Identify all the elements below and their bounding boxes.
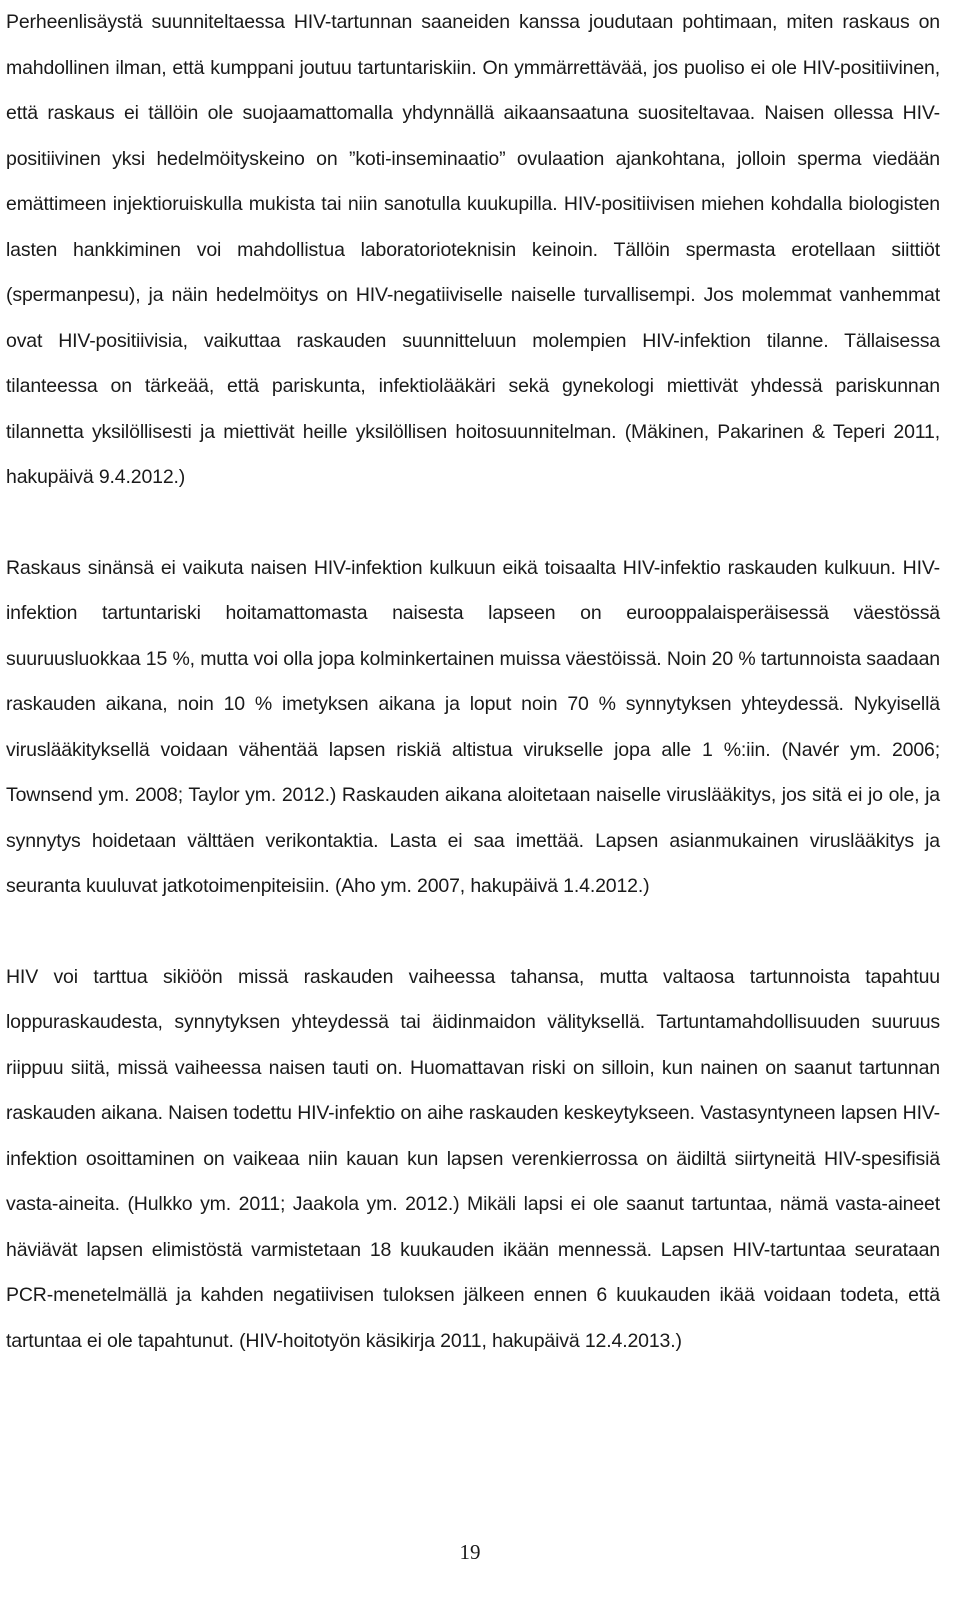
paragraph-gap (6, 501, 940, 546)
page-number: 19 (459, 1540, 481, 1564)
paragraph-family-planning: Perheenlisäystä suunniteltaessa HIV-tartunnan saaneiden kanssa joudutaan pohtimaan, miten raskaus on mahdollinen ilman, että kumppani joutuu tartuntariskiin. On ymmärrettävää, jos puoliso ei ole HIV-positiivinen, että raskaus ei tällöin ole suojaamattomalla yhdynnällä aikaansaatuna suositeltavaa. Naisen ollessa HIV-positiivinen yksi hedelmöityskeino on ”koti-inseminaatio” ovulaation ajankohtana, jolloin sperma viedään emättimeen injektioruiskulla mukista tai niin sanotulla kuukupilla. HIV-positiivisen miehen kohdalla biologisten lasten hankkiminen voi mahdollistua laboratorioteknisin keinoin. Tällöin spermasta erotellaan siittiöt (spermanpesu), ja näin hedelmöitys on HIV-negatiiviselle naiselle turvallisempi. Jos molemmat vanhemmat ovat HIV-positiivisia, vaikuttaa raskauden suunnitteluun molempien HIV-infektion tilanne. Tällaisessa tilanteessa on tärkeää, että pariskunta, infektiolääkäri sekä gynekologi miettivät yhdessä pariskunnan tilannetta yksilöllisesti ja miettivät heille yksilöllisen hoitosuunnitelman. (Mäkinen, Pakarinen & Teperi 2011, hakupäivä 9.4.2012.) (6, 11, 940, 488)
paragraph-gap (6, 910, 940, 955)
paragraph-fetal-infection: HIV voi tarttua sikiöön missä raskauden vaiheessa tahansa, mutta valtaosa tartunnoista tapahtuu loppuraskaudesta, synnytyksen yhteydessä tai äidinmaidon välityksellä. Tartuntamahdollisuuden suuruus riippuu siitä, missä vaiheessa naisen tauti on. Huomattavan riski on silloin, kun nainen on saanut tartunnan raskauden aikana. Naisen todettu HIV-infektio on aihe raskauden keskeytykseen. Vastasyntyneen lapsen HIV-infektion osoittaminen on vaikeaa niin kauan kun lapsen verenkierrossa on äidiltä siirtyneitä HIV-spesifisiä vasta-aineita. (Hulkko ym. 2011; Jaakola ym. 2012.) Mikäli lapsi ei ole saanut tartuntaa, nämä vasta-aineet häviävät lapsen elimistöstä varmistetaan 18 kuukauden ikään mennessä. Lapsen HIV-tartuntaa seurataan PCR-menetelmällä ja kahden negatiivisen tuloksen jälkeen ennen 6 kuukauden ikää voidaan todeta, että tartuntaa ei ole tapahtunut. (HIV-hoitotyön käsikirja 2011, hakupäivä 12.4.2013.) (6, 965, 940, 1352)
document-body (6, 0, 940, 1364)
paragraph-pregnancy-transmission: Raskaus sinänsä ei vaikuta naisen HIV-infektion kulkuun eikä toisaalta HIV-infektio raskauden kulkuun. HIV-infektion tartuntariski hoitamattomasta naisesta lapseen on eurooppalaisperäisessä väestössä suuruusluokkaa 15 %, mutta voi olla jopa kolminkertainen muissa väestöissä. Noin 20 % tartunnoista saadaan raskauden aikana, noin 10 % imetyksen aikana ja loput noin 70 % synnytyksen yhteydessä. Nykyisellä viruslääkityksellä voidaan vähentää lapsen riskiä altistua virukselle jopa alle 1 %:iin. (Navér ym. 2006; Townsend ym. 2008; Taylor ym. 2012.) Raskauden aikana aloitetaan naiselle viruslääkitys, jos sitä ei jo ole, ja synnytys hoidetaan välttäen verikontaktia. Lasta ei saa imettää. Lapsen asianmukainen viruslääkitys ja seuranta kuuluvat jatkotoimenpiteisiin. (Aho ym. 2007, hakupäivä 1.4.2012.) (6, 556, 940, 897)
